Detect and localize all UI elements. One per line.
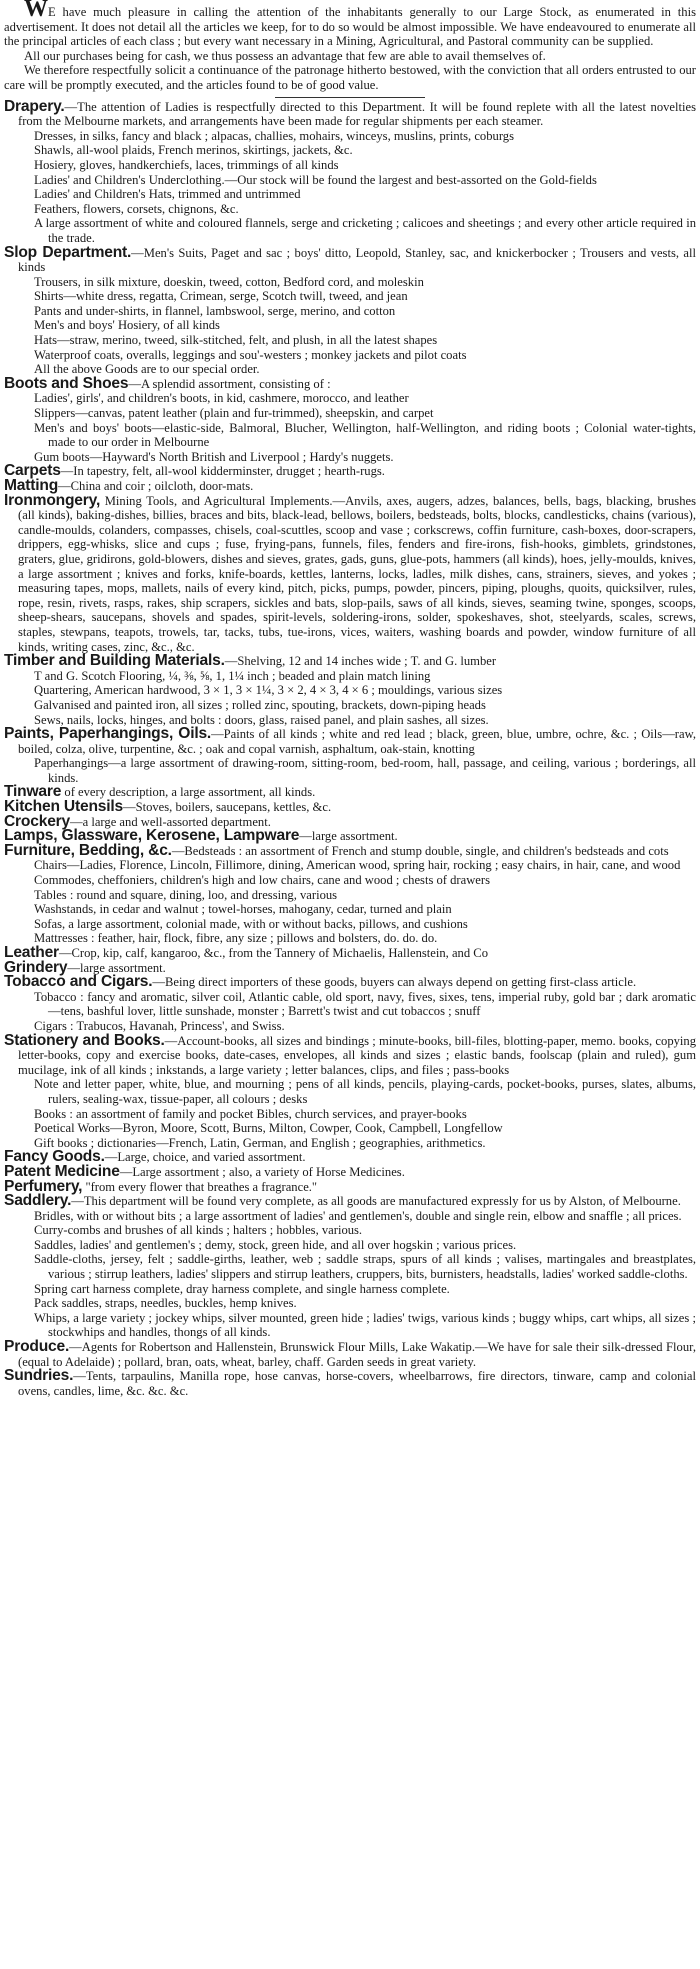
item-line: Waterproof coats, overalls, leggings and sou'-westers ; monkey jackets and pilot coats xyxy=(34,347,467,362)
item-line: Gum boots—Hayward's North British and Liverpool ; Hardy's nuggets. xyxy=(34,449,394,464)
department-heading: Tinware xyxy=(4,783,62,801)
department-heading: Furniture, Bedding, &c. xyxy=(4,841,172,859)
department-heading: Sundries. xyxy=(4,1367,74,1385)
item-line: Mattresses : feather, hair, flock, fibre, any size ; pillows and bolsters, do. do. do. xyxy=(34,931,438,946)
item-line: Tobacco : fancy and aromatic, silver coil, Atlantic cable, old sport, navy, fives, sixes, tens, imperial ruby, gold bar ; dark aromatic—tens, bashful lover, little sunshade, monster ; Barrett's twist and cut tobaccos ; snuff xyxy=(34,989,696,1019)
item-line: Slippers—canvas, patent leather (plain and fur-trimmed), sheepskin, and carpet xyxy=(34,406,434,421)
item-line: Ladies' and Children's Underclothing.—Our stock will be found the largest and best-assorted on the Gold-fields xyxy=(34,172,597,187)
department-heading: Drapery. xyxy=(4,97,65,115)
department-description xyxy=(4,97,696,129)
department-entry xyxy=(4,243,696,377)
department-description xyxy=(4,1340,696,1369)
item-line: Shirts—white dress, regatta, Crimean, serge, Scotch twill, tweed, and jean xyxy=(34,289,408,304)
item-line: Sofas, a large assortment, colonial made, with or without backs, pillows, and cushions xyxy=(34,916,468,931)
department-entry xyxy=(4,975,696,1033)
item-line: Saddle-cloths, jersey, felt ; saddle-girths, leather, web ; saddle straps, spurs of all kinds ; valises, martingales and breastplates, various ; stirrup leathers, ladies' slippers and stirrup leathers, cruppers, bits, burnisters, headstalls, ladies' worked saddle-cloths. xyxy=(34,1252,696,1282)
department-entry xyxy=(4,1194,696,1340)
department-text: —This department will be found very complete, as all goods are manufactured expressly for us by Alston, of Melbourne. xyxy=(71,1194,681,1209)
department-entry xyxy=(4,1162,696,1180)
department-text: Mining Tools, and Agricultural Implements.—Anvils, axes, augers, adzes, balances, bells, bags, blacking, brushes (all kinds), baking-dishes, billies, braces and bits, black-lead, bellows, boilers, bedsteads, bolts, blocks, candlesticks, chains (various), candle-moulds, colanders, compasses, chisels, coal-scuttles, scoop and vase ; corkscrews, coffin furniture, cash-boxes, door-scrapers, drippers, egg-whisks, slice and cups ; fuse, frying-pans, funnels, files, fenders and fire-irons, fish-hooks, gimblets, grindstones, graters, glue, gridirons, gold-blowers, dishes and sieves, grates, gads, guns, glue-pots, hammers (all kinds), hoes, jelly-moulds, knives, a large assortment ; knives and forks, knife-boards, kettles, lanterns, locks, ladles, milk dishes, cans, strainers, sieves, and yokes ; measuring tapes, mops, mallets, nails of every kind, pitch, picks, pumps, powder, pincers, piping, ploughs, quoits, quicksilver, rules, rope, resin, rivets, rasps, rakes, ship scrapers, sickles and bats, slop-pails, saws of all kinds, sieves, seaming twine, sponges, scoops, sheep-shears, saucepans, shovels and spades, spirit-levels, soldering-irons, solder, spokeshaves, shot, steelyards, scales, screws, staples, stewpans, teapots, trowels, tar, tacks, tubs, tue-irons, vices, waiters, washing boards and powder, window furniture of all kinds, writing cases, zinc, &c., &c. xyxy=(18,493,696,654)
department-text: —Paints of all kinds ; white and red lead ; black, green, blue, umbre, ochre, &c. ; Oils—raw, boiled, colza, olive, turpentine, &c. ; oak and copal varnish, asphaltum, oak-stain, knotting xyxy=(18,727,696,756)
department-heading: Tobacco and Cigars. xyxy=(4,973,153,991)
item-line: Curry-combs and brushes of all kinds ; halters ; hobbles, various. xyxy=(34,1223,363,1238)
item-line: Books : an assortment of family and pocket Bibles, church services, and prayer-books xyxy=(34,1106,467,1121)
intro-paragraph: All our purchases being for cash, we thus possess an advantage that few are able to avail themselves of. xyxy=(24,48,546,63)
item-line: Sews, nails, locks, hinges, and bolts : doors, glass, raised panel, and plain sashes, all sizes. xyxy=(34,712,489,727)
item-line: A large assortment of white and coloured flannels, serge and cricketing ; calicoes and sheetings ; and every other article required in the trade. xyxy=(34,216,696,245)
department-heading: Patent Medicine xyxy=(4,1162,120,1180)
department-entry xyxy=(4,727,696,785)
divider-rule xyxy=(275,97,425,98)
department-text: —China and coir ; oilcloth, door-mats. xyxy=(58,479,254,493)
department-description xyxy=(4,654,696,669)
department-heading: Matting xyxy=(4,477,59,494)
department-heading: Leather xyxy=(4,944,59,961)
department-description xyxy=(4,479,696,494)
department-text: —Account-books, all sizes and bindings ; minute-books, bill-files, blotting-paper, memo. books, copying letter-books, copy and exercise books, date-cases, envelopes, all kinds and sizes ; elastic bands, foolscap (plain and ruled), gum mucilage, ink of all kinds ; inkstands, a large variety ; letter balances, clips, and files ; pass-books xyxy=(18,1033,697,1077)
item-line: Men's and boys' Hosiery, of all kinds xyxy=(34,318,220,333)
item-line: Ladies', girls', and children's boots, in kid, cashmere, morocco, and leather xyxy=(34,391,409,406)
department-entry xyxy=(4,479,696,494)
department-entry xyxy=(4,97,696,246)
item-line: Poetical Works—Byron, Moore, Scott, Burns, Milton, Cowper, Cook, Campbell, Longfellow xyxy=(34,1121,503,1136)
item-line: Feathers, flowers, corsets, chignons, &c. xyxy=(34,201,239,216)
department-entry xyxy=(4,841,696,946)
item-line: Hosiery, gloves, handkerchiefs, laces, trimmings of all kinds xyxy=(34,157,339,172)
item-line: Shawls, all-wool plaids, French merinos, skirtings, jackets, &c. xyxy=(34,143,353,158)
department-text: —Bedsteads : an assortment of French and stump double, single, and children's bedsteads and cots xyxy=(171,843,669,858)
department-heading: Perfumery, xyxy=(4,1177,83,1195)
item-line: Trousers, in silk mixture, doeskin, tweed, cotton, Bedford cord, and moleskin xyxy=(34,274,424,289)
item-line: Quartering, American hardwood, 3 × 1, 3 × 1¼, 3 × 2, 4 × 3, 4 × 6 ; mouldings, various sizes xyxy=(34,683,503,698)
department-entry xyxy=(4,464,696,479)
department-text: —In tapestry, felt, all-wool kidderminster, drugget ; hearth-rugs. xyxy=(60,464,385,479)
department-heading: Saddlery. xyxy=(4,1192,72,1210)
item-line: Hats—straw, merino, tweed, silk-stitched, felt, and plush, in all the latest shapes xyxy=(34,333,438,348)
department-text: —Tents, tarpaulins, Manilla rope, hose canvas, horse-covers, wheelbarrows, fire directors, tinware, camp and colonial ovens, candles, lime, &c. &c. &c. xyxy=(18,1369,696,1398)
item-line: All the above Goods are to our special order. xyxy=(34,362,260,377)
item-line: Gift books ; dictionaries—French, Latin, German, and English ; geographies, arithmetics. xyxy=(34,1135,486,1150)
department-heading: Paints, Paperhangings, Oils. xyxy=(4,725,212,743)
department-entry xyxy=(4,491,696,655)
item-line: Galvanised and painted iron, all sizes ; rolled zinc, spouting, brackets, down-piping heads xyxy=(34,697,486,712)
item-line: Men's and boys' boots—elastic-side, Balmoral, Blucher, Wellington, half-Wellington, and riding boots ; Colonial water-tights, made to our order in Melbourne xyxy=(34,420,696,450)
department-description xyxy=(4,800,696,815)
department-text: —a large and well-assorted department. xyxy=(70,814,271,829)
department-heading: Carpets xyxy=(4,462,61,480)
department-text: —Stoves, boilers, saucepans, kettles, &c. xyxy=(122,800,332,815)
item-line: Note and letter paper, white, blue, and mourning ; pens of all kinds, pencils, playing-cards, pocket-books, purses, slates, albums, rulers, sealing-wax, tissue-paper, all colours ; desks xyxy=(34,1077,696,1106)
item-line: Tables : round and square, dining, loo, and dressing, various xyxy=(34,887,338,902)
department-description xyxy=(4,1177,696,1195)
department-heading: Fancy Goods. xyxy=(4,1148,105,1166)
department-entry xyxy=(4,654,696,727)
department-description xyxy=(4,975,696,990)
department-description xyxy=(4,491,696,655)
department-description xyxy=(4,464,696,479)
item-line: Bridles, with or without bits ; a large assortment of ladies' and gentlemen's, double and single rein, elbow and snaffle ; all prices. xyxy=(34,1208,682,1223)
item-line: T and G. Scotch Flooring, ¼, ⅜, ⅝, 1, 1¼ inch ; beaded and plain match lining xyxy=(34,668,431,683)
item-line: Paperhangings—a large assortment of drawing-room, sitting-room, bed-room, hall, passage, and ceiling, various ; borderings, all kinds. xyxy=(34,756,696,785)
department-entry xyxy=(4,374,696,465)
item-line: Dresses, in silks, fancy and black ; alpacas, challies, mohairs, winceys, muslins, prints, coburgs xyxy=(34,128,514,143)
department-entry xyxy=(4,800,696,815)
department-description xyxy=(4,1369,696,1398)
department-text: —Being direct importers of these goods, buyers can always depend on getting first-class article. xyxy=(152,975,637,990)
department-text: —large assortment. xyxy=(67,960,166,975)
department-text: —A splendid assortment, consisting of : xyxy=(128,376,331,391)
department-heading: Produce. xyxy=(4,1338,70,1356)
department-heading: Kitchen Utensils xyxy=(4,798,123,816)
department-entry xyxy=(4,1369,696,1398)
department-description xyxy=(4,1194,696,1209)
department-entry xyxy=(4,1177,696,1195)
item-line: Ladies' and Children's Hats, trimmed and untrimmed xyxy=(34,187,301,202)
department-heading: Lamps, Glassware, Kerosene, Lampware xyxy=(4,827,300,845)
department-text: —The attention of Ladies is respectfully directed to this Department. It will be found replete with all the latest novelties from the Melbourne markets, and arrangements have been made for regular shipments per each steamer. xyxy=(18,99,696,129)
intro-paragraph: WE have much pleasure in calling the attention of the inhabitants generally to our Large Stock, as enumerated in this advertisement. It does not detail all the articles we keep, for to do so would be almost impossible. We have endeavoured to enumerate all the principal articles of each class ; but every want necessary in a Mining, Agricultural, and Pastoral community can be supplied. xyxy=(4,0,696,49)
department-heading: Slop Department. xyxy=(4,243,132,261)
department-heading: Crockery xyxy=(4,812,71,830)
item-line: Chairs—Ladies, Florence, Lincoln, Fillimore, dining, American wood, spring hair, rocking ; easy chairs, in hair, cane, and wood xyxy=(34,858,681,873)
item-line: Cigars : Trabucos, Havanah, Princess', and Swiss. xyxy=(34,1018,285,1033)
intro xyxy=(4,2,696,93)
item-line: Whips, a large variety ; jockey whips, silver mounted, green hide ; ladies' twigs, various kinds ; buggy whips, cart whips, all sizes ; stockwhips and handles, thongs of all kinds. xyxy=(34,1310,696,1340)
intro-paragraph: We therefore respectfully solicit a continuance of the patronage hitherto bestowed, with the conviction that all orders entrusted to our care will be promptly executed, and the articles found to be of good value. xyxy=(4,63,696,92)
department-description xyxy=(4,727,696,756)
item-line: Commodes, cheffoniers, children's high and low chairs, cane and wood ; chests of drawers xyxy=(34,873,490,888)
department-text: "from every flower that breathes a fragrance." xyxy=(82,1179,318,1194)
department-heading: Boots and Shoes xyxy=(4,374,129,392)
item-line: Washstands, in cedar and walnut ; towel-horses, mahogany, cedar, turned and plain xyxy=(34,902,452,917)
department-text: of every description, a large assortment, all kinds. xyxy=(61,785,316,800)
department-description xyxy=(4,1162,696,1180)
department-entry xyxy=(4,1031,697,1151)
department-list xyxy=(4,97,697,1399)
item-line: Pants and under-shirts, in flannel, lambswool, serge, merino, and cotton xyxy=(34,303,396,318)
item-line: Saddles, ladies' and gentlemen's ; demy, stock, green hide, and all over hogskin ; various prices. xyxy=(34,1237,517,1252)
department-text: —Crop, kip, calf, kangaroo, &c., from the Tannery of Michaelis, Hallenstein, and Co xyxy=(58,946,488,960)
department-text: —Large, choice, and varied assortment. xyxy=(104,1150,306,1165)
department-entry xyxy=(4,946,696,961)
department-description xyxy=(4,374,696,392)
department-heading: Timber and Building Materials. xyxy=(4,652,225,670)
department-text: —Large assortment ; also, a variety of Horse Medicines. xyxy=(119,1164,405,1179)
department-heading: Stationery and Books. xyxy=(4,1031,165,1049)
item-line: Pack saddles, straps, needles, buckles, hemp knives. xyxy=(34,1296,297,1311)
department-heading: Ironmongery, xyxy=(4,491,101,509)
item-line: Spring cart harness complete, dray harness complete, and single harness complete. xyxy=(34,1281,450,1296)
department-entry xyxy=(4,1340,696,1369)
department-heading: Grindery xyxy=(4,958,68,976)
department-text: —large assortment. xyxy=(299,829,398,844)
department-description xyxy=(4,1031,697,1078)
department-text: —Men's Suits, Paget and sac ; boys' ditto, Leopold, Stanley, sac, and knickerbocker ; Trousers and vests, all kinds xyxy=(18,245,696,275)
department-text: —Agents for Robertson and Hallenstein, Brunswick Flour Mills, Lake Wakatip.—We have for sale their silk-dressed Flour, (equal to Adelaide) ; pollard, bran, oats, wheat, barley, chaff. Garden seeds in great variety. xyxy=(18,1340,696,1369)
department-description xyxy=(4,946,696,961)
department-text: —Shelving, 12 and 14 inches wide ; T. and G. lumber xyxy=(224,654,497,669)
department-description xyxy=(4,841,696,859)
department-description xyxy=(4,243,696,275)
